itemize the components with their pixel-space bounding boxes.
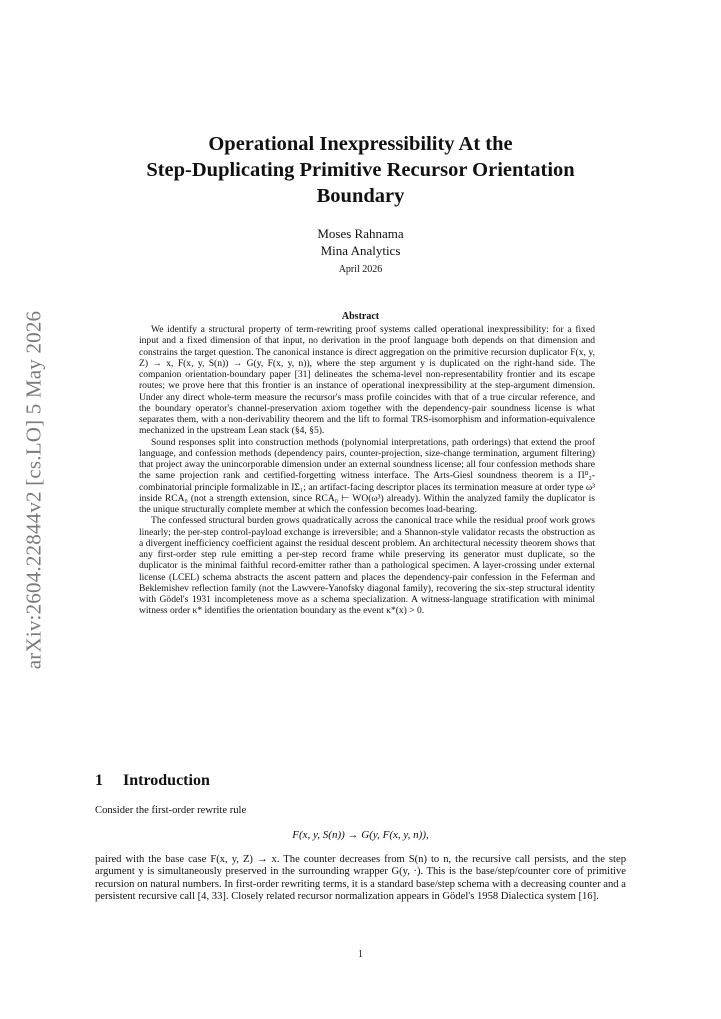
title-line: Operational Inexpressibility At the xyxy=(208,133,513,155)
arxiv-identifier-stamp xyxy=(8,300,60,680)
page-number: 1 xyxy=(358,949,363,960)
author-affiliation: Mina Analytics xyxy=(320,243,401,258)
intro-lead-text: Consider the first-order rewrite rule xyxy=(95,805,247,816)
intro-paragraph: paired with the base case F(x, y, Z) → x. The counter decreases from S(n) to n, the recursive call persists, and the step argument y is simultaneously preserved in the surrounding wrapper G(y, ·). This is the base/step/counter core of primitive recursion on natural numbers. In first-order rewriting terms, it is a standard base/step schema with a decreasing counter and a persistent recursive call [4, 33]. Closely related recursor normalization appears in Gödel's 1958 Dialectica system [16]. xyxy=(95,854,626,903)
title-line: Step-Duplicating Primitive Recursor Orientation xyxy=(146,159,575,181)
paper-date: April 2026 xyxy=(338,264,383,275)
abstract-heading: Abstract xyxy=(341,311,380,322)
paper-title xyxy=(95,131,626,209)
author-name: Moses Rahnama xyxy=(317,226,404,241)
abstract-paragraph: The confessed structural burden grows quadratically across the canonical trace while the residual proof work grows linearly; the per-step control-payload exchange is irreversible; and a Shannon-style validator recasts the obstruction as a divergent inefficiency coefficient against the residual descent problem. An architectural necessity theorem shows that any first-order step rule emitting a per-step record frame while preserving its generator must duplicate, so the duplicator is the minimal faithful record-emitter rather than a pathological specimen. A layer-crossing under external license (LCEL) schema abstracts the ascent pattern and places the dependency-pair confession in the Feferman and Beklemishev reflection family (not the Lawvere-Yanofsky diagonal family), recovering the six-step structural identity with Gödel's 1931 incompleteness move as a schema specialization. A witness-language stratification with minimal witness order κ* identifies the orientation boundary as the event κ*(x) > 0. xyxy=(139,515,595,617)
abstract-paragraph: We identify a structural property of term-rewriting proof systems called operational inexpressibility: for a fixed input and a fixed dimension of that input, no derivation in the proof language both depends on that dimension and constrains the target question. The canonical instance is direct aggregation on the primitive recursion duplicator F(x, y, Z) → x, F(x, y, S(n)) → G(y, F(x, y, n)), where the step argument y is duplicated on the right-hand side. The companion orientation-boundary paper [31] delineates the schema-level non-representability frontier and its escape routes; we prove here that this frontier is an instance of operational inexpressibility at the step-argument dimension. Under any direct whole-term measure the recursor's mass profile coincides with that of a true circular reference, and the boundary operator's channel-preservation axiom together with the dependency-pair soundness license is what separates them, with a non-derivability theorem and the lift to formal TRS-isomorphism and information-equivalence mechanized in the upstream Lean stack (§4, §5). xyxy=(139,324,595,437)
display-equation: F(x, y, S(n)) → G(y, F(x, y, n)), xyxy=(292,829,429,841)
abstract-paragraph: Sound responses split into construction methods (polynomial interpretations, path orderings) that extend the proof language, and confession methods (dependency pairs, counter-projection, size-change termination, argument filtering) that project away the unincorporable dimension under an external soundness license; all four confession methods share the same projection rank and certified-forgetting witness interface. The Arts-Giesl soundness theorem is a Π⁰₂-combinatorial principle formalizable in IΣ₁; an artifact-facing descriptor places its termination measure at order type ω³ inside RCA₀ (not a strength extension, since RCA₀ ⊢ WO(ω³) already). Within the analyzed family the duplicator is the unique structurally complete member at which the confession becomes load-bearing. xyxy=(139,436,595,515)
title-line: Boundary xyxy=(316,185,405,207)
section-title: Introduction xyxy=(123,772,210,789)
arxiv-stamp-text: arXiv:2604.22844v2 [cs.LO] 5 May 2026 xyxy=(21,310,46,670)
section-number: 1 xyxy=(95,772,103,789)
section-heading xyxy=(95,772,210,790)
abstract-body xyxy=(139,324,595,617)
